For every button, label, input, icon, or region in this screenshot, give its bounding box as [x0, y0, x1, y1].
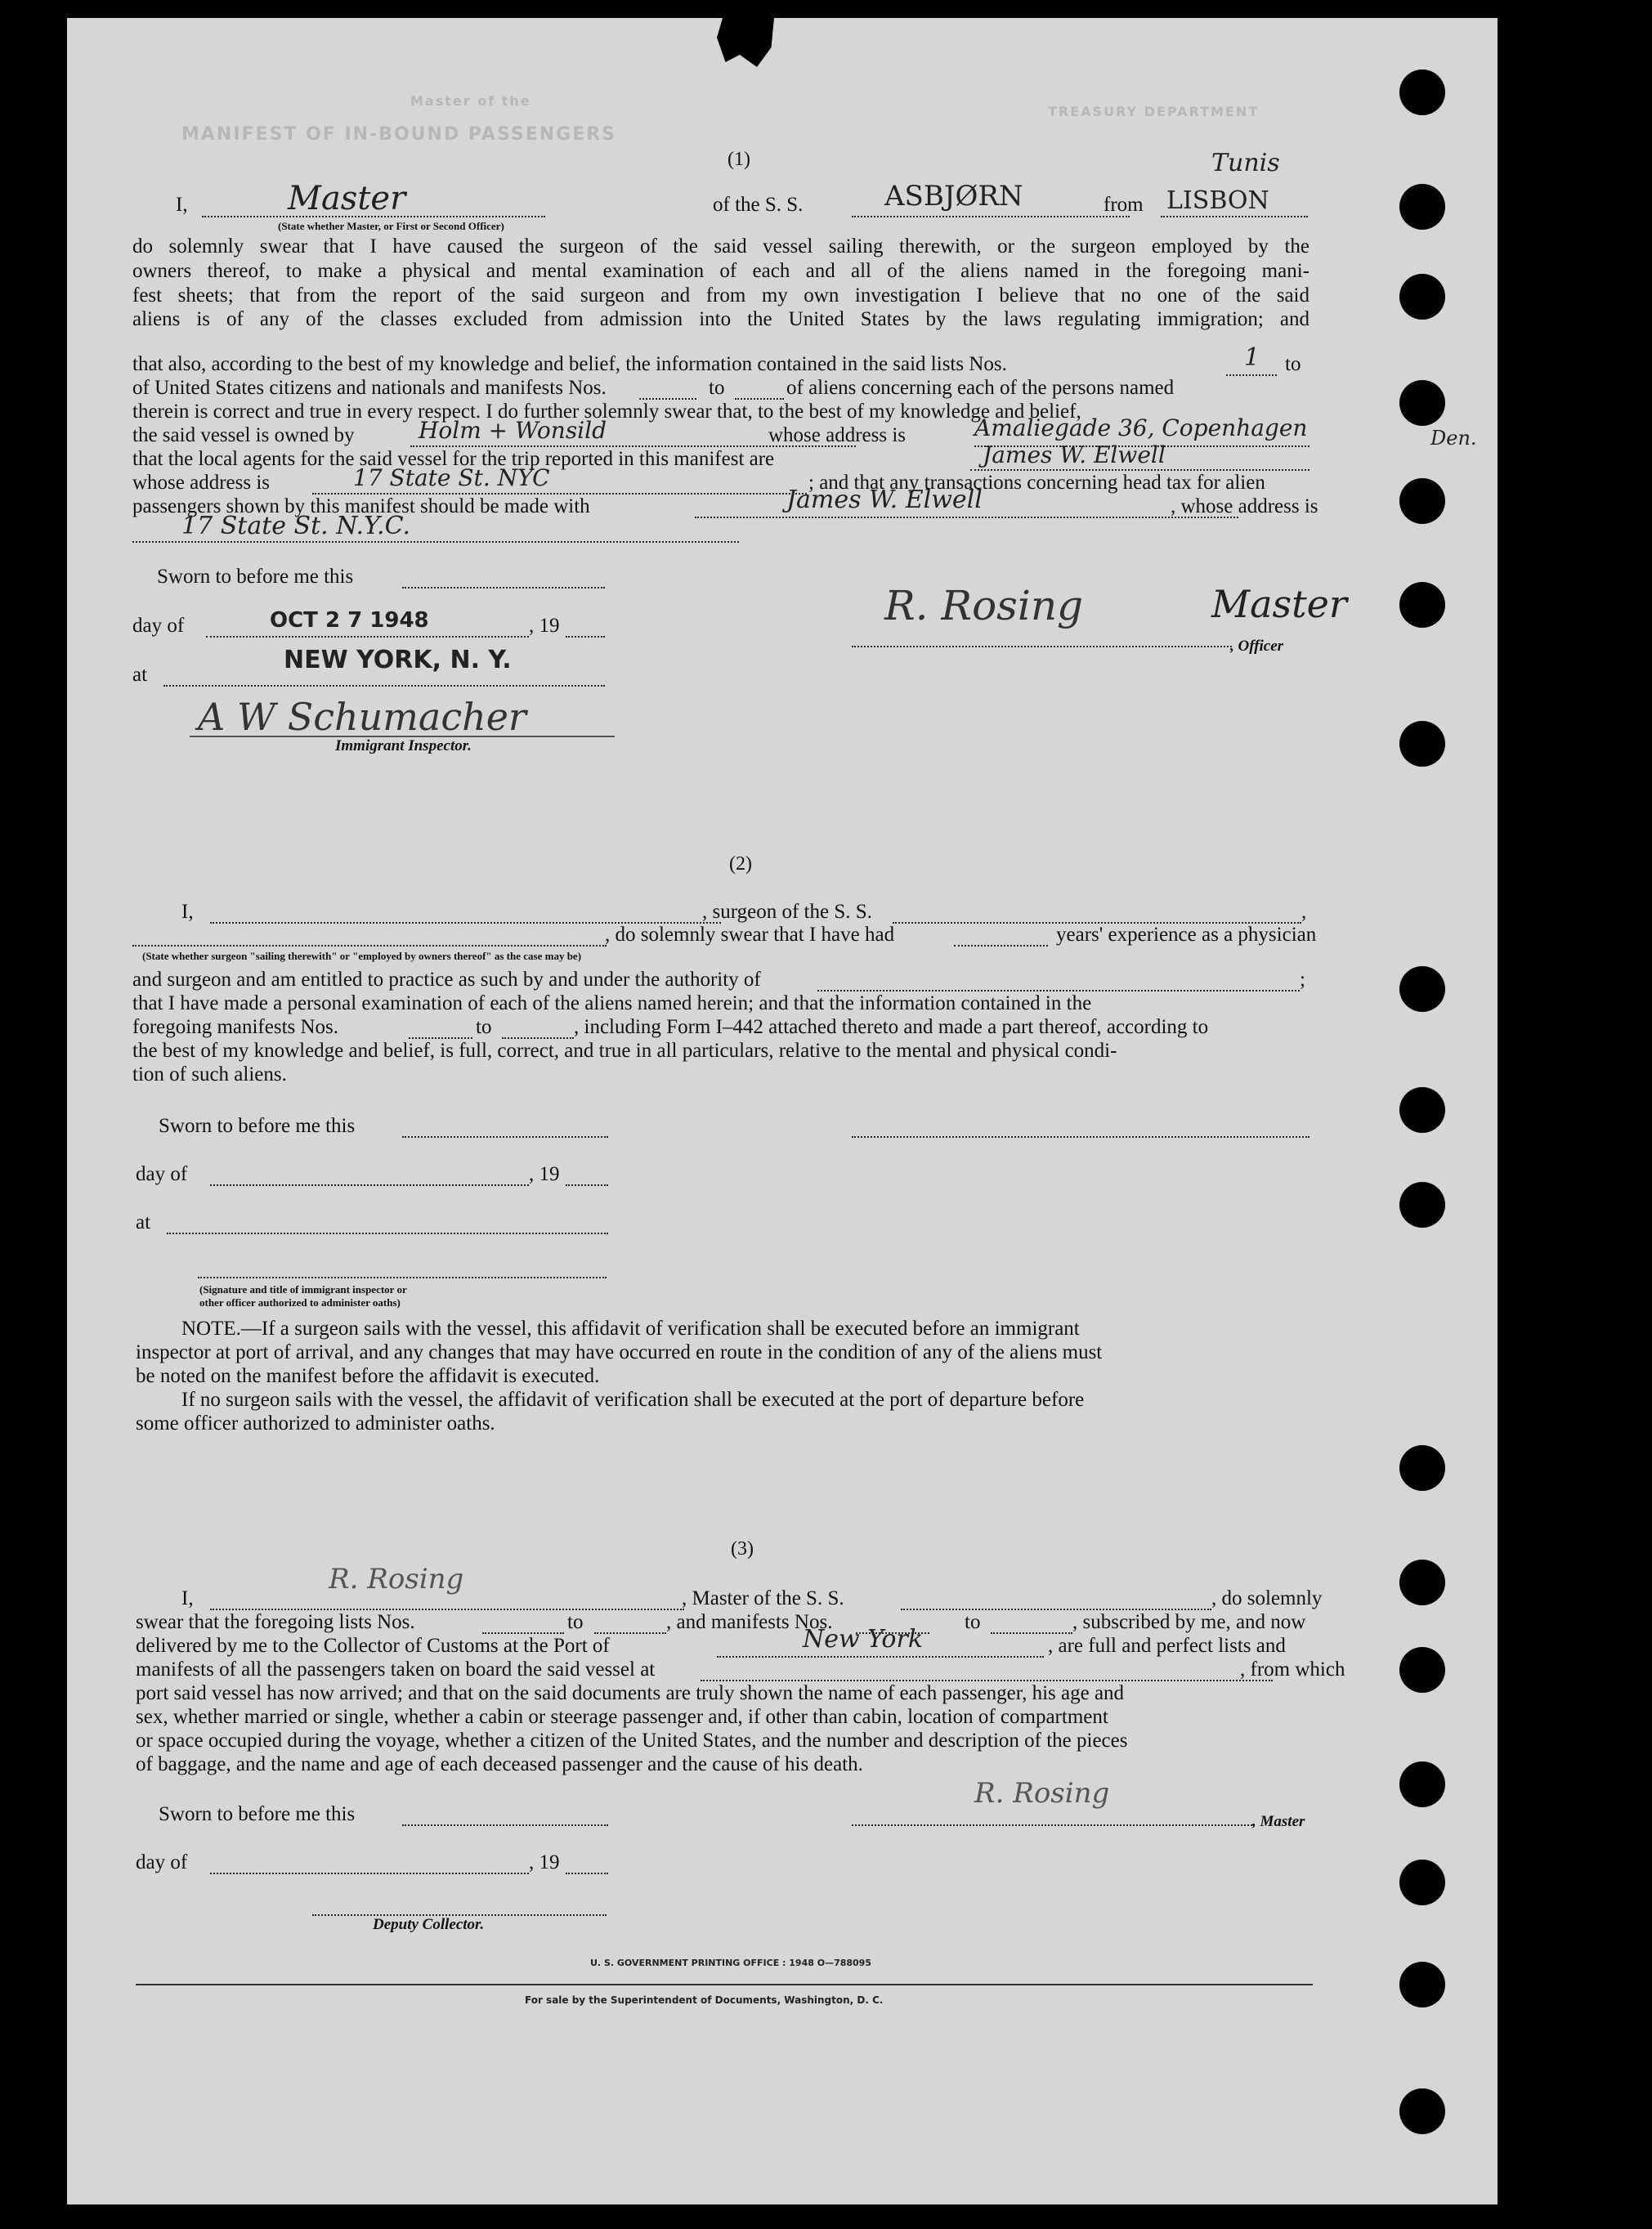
s2-at-line — [167, 1233, 608, 1234]
s3-subscribed: , subscribed by me, and now — [1072, 1611, 1306, 1633]
s2-years: years' experience as a physician — [1056, 924, 1317, 946]
s1-inspector-caption: Immigrant Inspector. — [335, 737, 472, 754]
s1-year-line — [566, 636, 605, 638]
s3-swear-lists: swear that the foregoing lists Nos. — [136, 1611, 415, 1633]
s2-sworn-line — [402, 1136, 608, 1138]
faded-header-top: Master of the — [410, 93, 531, 109]
faded-header-right: TREASURY DEPARTMENT — [1048, 104, 1260, 119]
s3-to-label-2: to — [965, 1611, 981, 1633]
s3-body-line-3: or space occupied during the voyage, whether a citizen of the United States, and the number and description of the pieces — [136, 1730, 1128, 1752]
s1-owned-by-label: the said vessel is owned by — [132, 424, 355, 446]
s3-body-line-4: of baggage, and the name and age of each deceased passenger and the cause of his death. — [136, 1753, 863, 1775]
s1-to-label-2: to — [709, 377, 725, 399]
s1-manifests-from-line — [639, 398, 696, 400]
s3-sworn-label: Sworn to before me this — [159, 1803, 356, 1825]
punch-hole — [1399, 1860, 1445, 1905]
s3-master-line — [852, 1824, 1252, 1826]
s1-headtax-agent: James W. Elwell — [786, 486, 983, 514]
s3-master-signature: R. Rosing — [974, 1777, 1110, 1810]
punch-hole — [1399, 1182, 1445, 1228]
s1-owner-value: Holm + Wonsild — [419, 417, 607, 444]
punch-hole — [1399, 1647, 1445, 1693]
s1-agent-line — [970, 469, 1310, 471]
punch-hole — [1399, 478, 1445, 524]
s1-vessel-value: ASBJØRN — [884, 180, 1023, 213]
s1-sworn-line — [402, 587, 605, 589]
s1-headtax-address-line — [132, 541, 739, 543]
s3-to-label: to — [567, 1611, 584, 1633]
s1-master-value: Master — [288, 180, 406, 217]
s1-sworn-label: Sworn to before me this — [157, 566, 354, 588]
punch-hole — [1399, 2088, 1445, 2134]
s1-agents-label: that the local agents for the said vessel for the trip reported in this manifest are — [132, 448, 775, 470]
s1-lists-from-value: 1 — [1244, 343, 1260, 372]
s3-i-label: I, — [181, 1587, 194, 1609]
s1-agent-address-label: whose address is — [132, 472, 271, 494]
s3-and-manifests: , and manifests Nos. — [666, 1611, 833, 1633]
s1-body-line-7: therein is correct and true in every respect. I do further solemnly swear that, to the best of my knowledge and belief, — [132, 401, 1081, 423]
punch-hole — [1399, 1087, 1445, 1133]
s1-officer-title: Master — [1211, 582, 1347, 626]
s2-caption: (State whether surgeon "sailing therewith" or "employed by owners thereof" as the case may be) — [142, 950, 582, 962]
s1-nineteen-label: , 19 — [529, 615, 560, 637]
s1-agent-value: James W. Elwell — [983, 441, 1166, 468]
s3-signature: R. Rosing — [329, 1563, 464, 1596]
s2-manifests-from-line — [409, 1037, 472, 1039]
s2-at-label: at — [136, 1211, 151, 1233]
s2-manifests-to-line — [502, 1037, 574, 1039]
s3-port-line — [717, 1656, 1044, 1658]
s1-port-above: Tunis — [1211, 149, 1280, 177]
s1-day-line — [206, 636, 529, 638]
s3-from-which: , from which — [1240, 1658, 1345, 1681]
punch-hole — [1399, 380, 1445, 426]
s2-day-line — [210, 1184, 529, 1186]
punch-hole — [1399, 966, 1445, 1012]
punch-hole — [1399, 1560, 1445, 1605]
s1-of-ss-label: of the S. S. — [713, 194, 804, 216]
s3-nineteen-label: , 19 — [529, 1851, 560, 1873]
s1-place-stamp: NEW YORK, N. Y. — [284, 646, 512, 674]
s3-full-perfect: , are full and perfect lists and — [1048, 1635, 1286, 1657]
s1-body-line-4: aliens is of any of the classes excluded from admission into the United States by the laws regulating immigration; and — [132, 308, 1310, 331]
section-1-number: (1) — [728, 149, 750, 170]
s1-oath-body — [132, 235, 1310, 332]
s2-nineteen-label: , 19 — [529, 1163, 560, 1185]
s1-body-line-6: of United States citizens and nationals and manifests Nos. — [132, 377, 607, 399]
for-sale-line: For sale by the Superintendent of Documents, Washington, D. C. — [525, 1994, 884, 2006]
s1-officer-signature: R. Rosing — [884, 582, 1084, 629]
s1-whose-address-is: , whose address is — [1171, 495, 1318, 517]
s2-line-3: and surgeon and am entitled to practice as such by and under the authority of — [132, 969, 761, 991]
s1-date-stamp: OCT 2 7 1948 — [270, 608, 429, 633]
s1-at-line — [163, 685, 605, 687]
s3-manifests-all: manifests of all the passengers taken on board the said vessel at — [136, 1658, 656, 1681]
s3-port-value: New York — [803, 1625, 923, 1654]
s2-semicolon: ; — [1300, 969, 1305, 991]
s2-sailing-line — [132, 945, 607, 947]
s1-i-label: I, — [176, 194, 188, 216]
s2-body-line-3: the best of my knowledge and belief, is full, correct, and true in all particulars, relative to the mental and physical condi- — [132, 1040, 1117, 1062]
s1-at-label: at — [132, 664, 148, 686]
s1-officer-caption: , Officer — [1230, 638, 1284, 655]
s2-swear: , do solemnly swear that I have had — [605, 924, 895, 946]
s3-body-line-1: port said vessel has now arrived; and that on the said documents are truly shown the name of each passenger, his age and — [136, 1682, 1125, 1704]
s2-note-3: be noted on the manifest before the affidavit is executed. — [136, 1365, 600, 1387]
s2-note-4: If no surgeon sails with the vessel, the affidavit of verification shall be executed at the port of departure before — [181, 1389, 1085, 1411]
s1-master-caption: (State whether Master, or First or Second Officer) — [278, 220, 504, 232]
s3-manifests-to-line — [991, 1632, 1072, 1634]
s2-sig-caption-2: other officer authorized to administer oaths) — [199, 1296, 401, 1309]
s1-officer-line — [852, 646, 1232, 647]
s3-name-line — [210, 1609, 684, 1610]
faded-header-left: MANIFEST OF IN-BOUND PASSENGERS — [181, 124, 617, 145]
s2-body-line-1: that I have made a personal examination of each of the aliens named herein; and that the information contained in the — [132, 992, 1092, 1014]
s2-inspector-line — [198, 1277, 607, 1278]
manifest-page — [67, 18, 1498, 2204]
punch-hole — [1399, 582, 1445, 628]
s2-surgeon-signature-line — [852, 1136, 1310, 1138]
s1-inspector-signature: A W Schumacher — [198, 695, 526, 739]
s3-delivered: delivered by me to the Collector of Customs at the Port of — [136, 1635, 610, 1657]
s2-surgeon-of: , surgeon of the S. S. — [702, 901, 872, 923]
s2-sig-caption-1: (Signature and title of immigrant inspector or — [199, 1283, 407, 1296]
s2-years-line — [954, 945, 1048, 947]
punch-hole — [1399, 721, 1445, 767]
s1-to-label: to — [1285, 353, 1301, 375]
s2-note-2: inspector at port of arrival, and any changes that may have occurred en route in the condition of any of the aliens must — [136, 1341, 1103, 1363]
s1-body-line-3: fest sheets; that from the report of the said surgeon and from my own investigation I believe that no one of the said — [132, 284, 1310, 307]
s3-at-line — [701, 1680, 1273, 1681]
s1-from-label: from — [1104, 194, 1144, 216]
punch-hole — [1399, 1445, 1445, 1491]
s3-vessel-line — [901, 1609, 1211, 1610]
s3-day-of-label: day of — [136, 1851, 188, 1873]
s3-lists-to-line — [594, 1632, 666, 1634]
section-2-number: (2) — [729, 853, 752, 875]
s1-manifests-to-line — [735, 398, 784, 400]
s1-lists-from-line — [1226, 374, 1277, 376]
s3-do-solemnly: , do solemnly — [1211, 1587, 1323, 1609]
s3-year-line — [566, 1873, 608, 1874]
s2-body-line-4: tion of such aliens. — [132, 1063, 287, 1085]
s3-master-of: , Master of the S. S. — [682, 1587, 844, 1609]
s1-body-line-5: that also, according to the best of my knowledge and belief, the information contained in the said lists Nos. — [132, 353, 1007, 375]
s1-agent-address-value: 17 State St. NYC — [353, 464, 550, 491]
s1-port-value: LISBON — [1166, 186, 1269, 215]
punch-hole — [1399, 69, 1445, 115]
s1-transactions-text: ; and that any transactions concerning head tax for alien — [808, 472, 1265, 494]
s2-note-5: some officer authorized to administer oaths. — [136, 1412, 495, 1435]
s3-body-line-2: sex, whether married or single, whether a cabin or steerage passenger and, if other than cabin, location of compartment — [136, 1706, 1108, 1728]
section-3-number: (3) — [731, 1538, 754, 1560]
s2-including: , including Form I–442 attached thereto and made a part thereof, according to — [574, 1016, 1209, 1038]
printing-office-line: U. S. GOVERNMENT PRINTING OFFICE : 1948 O—788095 — [590, 1958, 871, 1968]
s1-body-line-1: do solemnly swear that I have caused the surgeon of the said vessel sailing therewith, or the surgeon employed by the — [132, 235, 1310, 257]
s1-body-line-2: owners thereof, to make a physical and mental examination of each and all of the aliens named in the foregoing mani- — [132, 259, 1310, 282]
s3-sworn-line — [402, 1824, 608, 1826]
s2-note-1: NOTE.—If a surgeon sails with the vessel, this affidavit of verification shall be executed before an immigrant — [181, 1318, 1080, 1340]
torn-top-edge — [717, 18, 774, 67]
s2-i-label: I, — [181, 901, 194, 923]
s2-to-label: to — [476, 1016, 492, 1038]
s2-year-line — [566, 1184, 608, 1186]
punch-hole — [1399, 274, 1445, 320]
footer-rule — [136, 1984, 1313, 1985]
s3-master-caption: , Master — [1252, 1813, 1305, 1830]
s1-passengers-label: passengers shown by this manifest should be made with — [132, 495, 590, 517]
punch-hole — [1399, 184, 1445, 230]
punch-hole — [1399, 1761, 1445, 1807]
s2-authority-line — [817, 990, 1300, 991]
s1-port-line — [1161, 216, 1308, 217]
punch-hole — [1399, 1962, 1445, 2007]
s2-day-of-label: day of — [136, 1163, 188, 1185]
s1-headtax-address-value: 17 State St. N.Y.C. — [181, 512, 410, 540]
s2-comma: , — [1301, 901, 1307, 923]
s1-owner-address-value: Amaliegade 36, Copenhagen — [974, 414, 1308, 441]
s3-lists-from-line — [482, 1632, 564, 1634]
s1-aliens-clause: of aliens concerning each of the persons named — [786, 377, 1175, 399]
s1-agent-address-line — [312, 493, 807, 495]
s1-day-of-label: day of — [132, 615, 185, 637]
s1-whose-address-label: whose address is — [768, 424, 907, 446]
s1-owner-address-suffix: Den. — [1430, 427, 1477, 450]
s3-day-line — [210, 1873, 529, 1874]
s1-vessel-line — [852, 216, 1130, 217]
s1-headtax-line — [695, 517, 1238, 518]
s2-sworn-label: Sworn to before me this — [159, 1115, 356, 1137]
s3-deputy-caption: Deputy Collector. — [373, 1916, 485, 1933]
s2-body-line-2: foregoing manifests Nos. — [132, 1016, 339, 1038]
